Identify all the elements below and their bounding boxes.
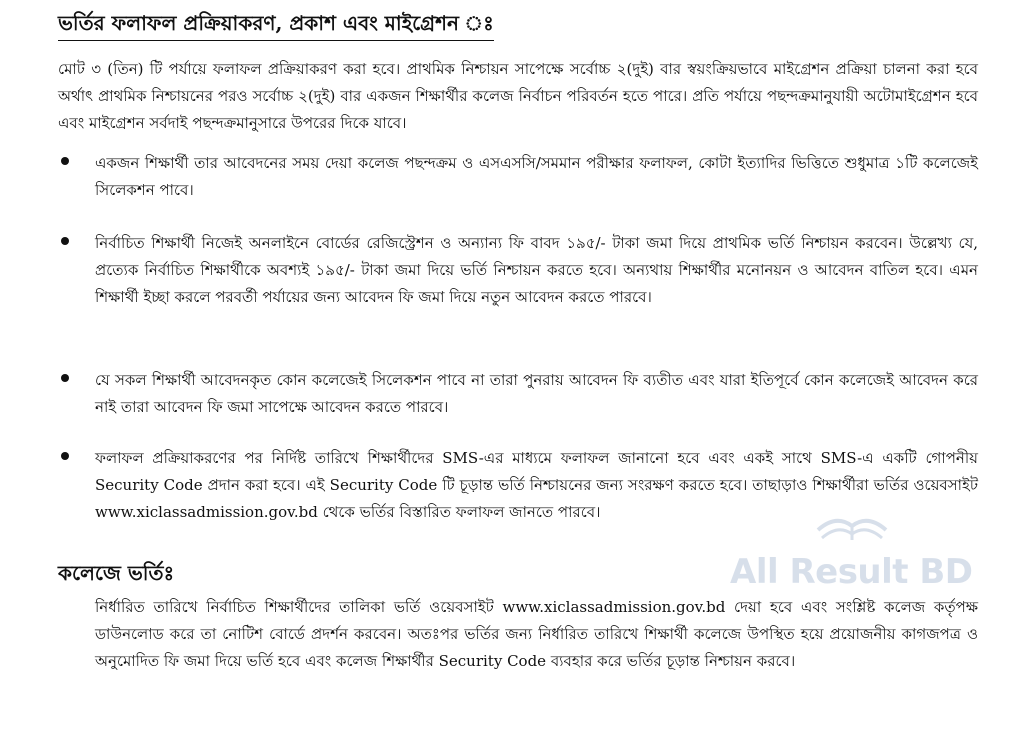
bullet-text: একজন শিক্ষার্থী তার আবেদনের সময় দেয়া কলেজ পছন্দক্রম ও এসএসসি/সমমান পরীক্ষার ফলাফল, কোটা ইত্যাদির ভিত্তিতে শুধুমাত্র ১টি কলেজেই সিলেকশন পাবে। <box>95 154 978 199</box>
bullet-text: ফলাফল প্রক্রিয়াকরণের পর নির্দিষ্ট তারিখে শিক্ষার্থীদের SMS-এর মাধ্যমে ফলাফল জানানো হবে এবং একই সাথে SMS-এ একটি গোপনীয় Security Code প্রদান করা হবে। এই Security Code টি চূড়ান্ত ভর্তি নিশ্চায়নের জন্য সংরক্ষণ করতে হবে। তাছাড়াও শিক্ষার্থীরা ভর্তির ওয়েবসাইট www.xiclassadmission.gov.bd থেকে ভর্তির বিস্তারিত ফলাফল জানতে পারবে। <box>95 449 978 521</box>
bullet-icon <box>61 452 69 460</box>
bullet-icon <box>61 374 69 382</box>
section-heading-result-processing: ভর্তির ফলাফল প্রক্রিয়াকরণ, প্রকাশ এবং মাইগ্রেশন ঃ <box>58 10 494 41</box>
intro-paragraph: মোট ৩ (তিন) টি পর্যায়ে ফলাফল প্রক্রিয়াকরণ করা হবে। প্রাথমিক নিশ্চায়ন সাপেক্ষে সর্বোচ্চ ২(দুই) বার স্বয়ংক্রিয়ভাবে মাইগ্রেশন প্রক্রিয়া চালনা করা হবে অর্থাৎ প্রাথমিক নিশ্চায়নের পরও সর্বোচ্চ ২(দুই) বার একজন শিক্ষার্থীর কলেজ নির্বাচন পরিবর্তন হতে পারে। প্রতি পর্যায়ে পছন্দক্রমানুযায়ী অটোমাইগ্রেশন হবে এবং মাইগ্রেশন সর্বদাই পছন্দক্রমানুসারে উপরের দিকে যাবে। <box>58 60 978 132</box>
bullet-text: নির্বাচিত শিক্ষার্থী নিজেই অনলাইনে বোর্ডের রেজিস্ট্রেশন ও অন্যান্য ফি বাবদ ১৯৫/- টাকা জমা দিয়ে প্রাথমিক ভর্তি নিশ্চায়ন করবেন। উল্লেখ্য যে, প্রত্যেক নির্বাচিত শিক্ষার্থীকে অবশ্যই ১৯৫/- টাকা জমা দিয়ে ভর্তি নিশ্চায়ন করতে হবে। অন্যথায় শিক্ষার্থীর মনোনয়ন ও আবেদন বাতিল হবে। এমন শিক্ষার্থী ইচ্ছা করলে পরবর্তী পর্যায়ের জন্য আবেদন ফি জমা দিয়ে নতুন আবেদন করতে পারবে। <box>95 234 978 306</box>
bullet-icon <box>61 157 69 165</box>
college-admission-paragraph: নির্ধারিত তারিখে নির্বাচিত শিক্ষার্থীদের তালিকা ভর্তি ওয়েবসাইট www.xiclassadmission.gov.bd দেয়া হবে এবং সংশ্লিষ্ট কলেজ কর্তৃপক্ষ ডাউনলোড করে তা নোটিশ বোর্ডে প্রদর্শন করবেন। অতঃপর ভর্তির জন্য নির্ধারিত তারিখে শিক্ষার্থী কলেজে উপস্থিত হয়ে প্রয়োজনীয় কাগজপত্র ও অনুমোদিত ফি জমা দিয়ে ভর্তি হবে এবং কলেজ শিক্ষার্থীর Security Code ব্যবহার করে ভর্তির চূড়ান্ত নিশ্চায়ন করবে। <box>95 598 978 670</box>
section-heading-college-admission: কলেজে ভর্তিঃ <box>58 561 175 585</box>
book-logo-icon <box>812 500 892 550</box>
watermark <box>730 500 973 600</box>
watermark-text: All Result BD <box>730 552 973 592</box>
bullet-icon <box>61 237 69 245</box>
bullet-text: যে সকল শিক্ষার্থী আবেদনকৃত কোন কলেজেই সিলেকশন পাবে না তারা পুনরায় আবেদন ফি ব্যতীত এবং যারা ইতিপূর্বে কোন কলেজেই আবেদন করে নাই তারা আবেদন ফি জমা সাপেক্ষে আবেদন করতে পারবে। <box>95 371 978 416</box>
